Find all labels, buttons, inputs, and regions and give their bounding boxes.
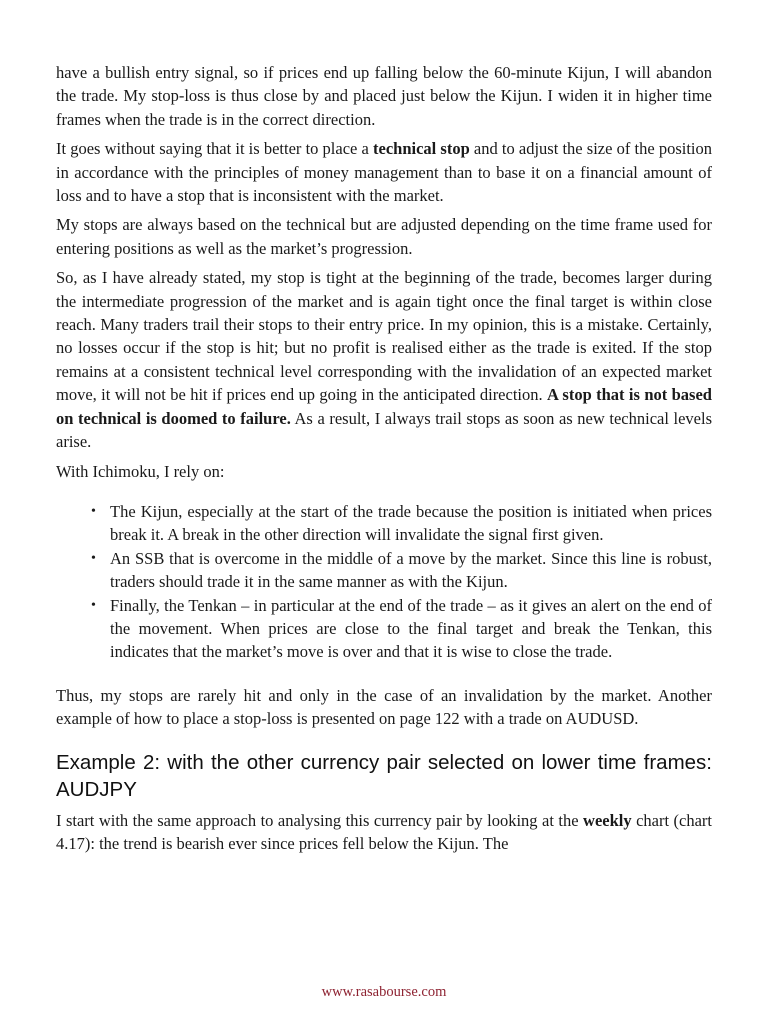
paragraph-technical-stop (56, 137, 712, 207)
paragraph-audjpy-weekly (56, 809, 712, 856)
footer-website-link[interactable]: www.rasabourse.com (321, 984, 447, 1000)
paragraph-text: So, as I have already stated, my stop is tight at the beginning of the trade, becomes larger during the intermediate progression of the market and is again tight once the final target is within close reach. Many traders trail their stops to their entry price. In my opinion, this is a mistake. Certainly, no losses occur if the stop is hit; but no profit is realised either as the trade is exited. If the stop remains at a consistent technical level corresponding with the invalidation of an expected market move, it will not be hit if prices end up going in the anticipated direction. (56, 268, 712, 405)
paragraph-text: I start with the same approach to analysing this currency pair by looking at the (56, 810, 584, 830)
bullet-marker: • (91, 597, 96, 613)
list-item-text: An SSB that is overcome in the middle of a move by the market. Since this line is robust, traders should trade it in the same manner as with the Kijun. (110, 548, 712, 592)
paragraph-stops-rarely-hit: Thus, my stops are rarely hit and only in the case of an invalidation by the market. Another example of how to place a stop-loss is presented on page 122 with a trade on AUDUSD. (56, 685, 712, 729)
list-item-kijun (56, 500, 712, 547)
bold-term-weekly: weekly (583, 810, 632, 830)
list-item-text: Finally, the Tenkan – in particular at the end of the trade – as it gives an alert on the end of the movement. When prices are close to the final target and break the Tenkan, this indicates that the market’s move is over and that it is wise to close the trade. (110, 595, 712, 662)
ichimoku-levels-list (56, 500, 712, 664)
bold-statement-doomed-to-failure: A stop that is not based on technical is doomed to failure. (56, 385, 712, 428)
paragraph-text: It goes without saying that it is better to place a (56, 139, 374, 159)
paragraph-stop-progression (56, 266, 712, 453)
page-body (56, 61, 712, 861)
bullet-marker: • (91, 503, 96, 519)
section-heading-example-2: Example 2: with the other currency pair selected on lower time frames: AUDJPY (56, 750, 712, 801)
bold-term-technical-stop: technical stop (373, 139, 470, 159)
bullet-marker: • (91, 550, 96, 566)
paragraph-ichimoku-rely: With Ichimoku, I rely on: (56, 461, 225, 481)
paragraph-stops-based-on-technical: My stops are always based on the technical but are adjusted depending on the time frame used for entering positions as well as the market’s progression. (56, 215, 712, 258)
list-item-ssb (56, 547, 712, 594)
paragraph-text: and to adjust the size of the position in accordance with the principles of money management than to base it on a financial amount of loss and to have a stop that is inconsistent with the market. (56, 139, 712, 206)
list-item-tenkan (56, 594, 712, 664)
paragraph-text: As a result, I always trail stops as soon as new technical levels arise. (56, 408, 712, 452)
list-item-text: The Kijun, especially at the start of the trade because the position is initiated when prices break it. A break in the other direction will invalidate the signal first given. (110, 501, 712, 545)
paragraph-stop-loss-intro: have a bullish entry signal, so if prices end up falling below the 60-minute Kijun, I will abandon the trade. My stop-loss is thus close by and placed just below the Kijun. I widen it in higher time frames when the trade is in the correct direction. (56, 63, 712, 129)
paragraph-text: chart (chart 4.17): the trend is bearish ever since prices fell below the Kijun. The (56, 810, 712, 853)
